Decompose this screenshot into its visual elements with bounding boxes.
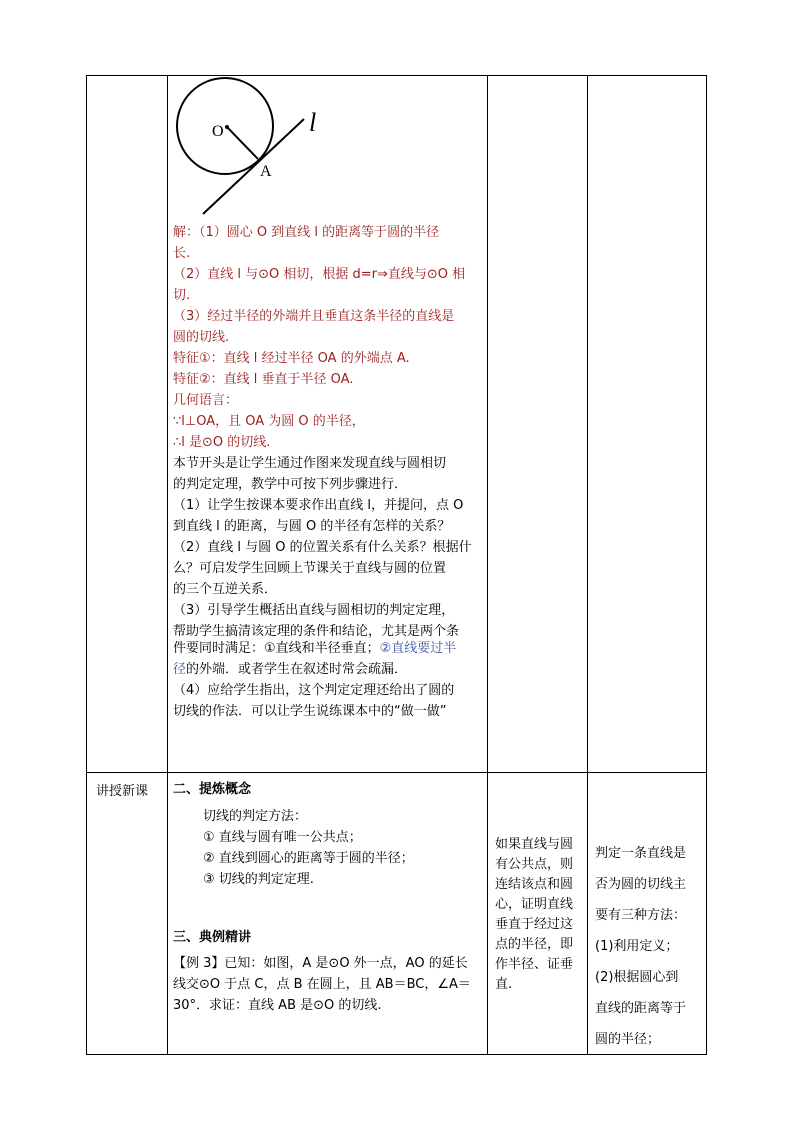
solution-line: ∴l 是⊙O 的切线. bbox=[173, 435, 271, 450]
solution-line: ∵l⊥OA，且 OA 为圆 O 的半径， bbox=[173, 414, 365, 429]
method-item: ① 直线与圆有唯一公共点； bbox=[203, 830, 362, 845]
summary-line: 要有三种方法： bbox=[595, 908, 687, 923]
note-line: 垂直于经过这 bbox=[495, 917, 574, 932]
solution-line: 几何语言： bbox=[173, 393, 239, 408]
note-line: 如果直线与圆 bbox=[495, 837, 574, 852]
tail-line-1: （4）应给学生指出，这个判定定理还给出了圆的 bbox=[173, 683, 455, 698]
solution-line: （2）直线 l 与⊙O 相切，根据 d=r⇒直线与⊙O 相 bbox=[173, 267, 466, 282]
solution-line: 切. bbox=[173, 288, 191, 303]
solution-line: 特征①：直线 l 经过半径 OA 的外端点 A. bbox=[173, 351, 410, 366]
section-label: 讲授新课 bbox=[96, 784, 149, 799]
method-item: ③ 切线的判定定理. bbox=[203, 872, 314, 887]
label-a: A bbox=[260, 163, 272, 180]
solution-line: 帮助学生搞清该定理的条件和结论，尤其是两个条 bbox=[173, 624, 460, 639]
method-title: 切线的判定方法： bbox=[203, 809, 308, 824]
example-line: 【例 3】已知：如图，A 是⊙O 外一点，AO 的延长 bbox=[173, 956, 468, 971]
summary-line: 直线的距离等于 bbox=[595, 1001, 687, 1016]
solution-line: （2）直线 l 与圆 O 的位置关系有什么关系？根据什 bbox=[173, 540, 472, 555]
solution-line: 解：（1）圆心 O 到直线 l 的距离等于圆的半径 bbox=[173, 225, 440, 240]
solution-line: 的判定定理，教学中可按下列步骤进行． bbox=[173, 477, 408, 492]
solution-line: 本节开头是让学生通过作图来发现直线与圆相切 bbox=[173, 456, 447, 471]
center-point bbox=[225, 125, 229, 129]
solution-line: 到直线 l 的距离，与圆 O 的半径有怎样的关系？ bbox=[173, 519, 451, 534]
solution-line: （1）让学生按课本要求作出直线 l，并提问，点 O bbox=[173, 498, 464, 513]
label-l: l bbox=[309, 108, 317, 137]
heading-example: 三、典例精讲 bbox=[173, 930, 252, 945]
note-line: 直. bbox=[495, 977, 513, 992]
solution-line: 圆的切线. bbox=[173, 330, 230, 345]
solution-line: 么？可启发学生回顾上节课关于直线与圆的位置 bbox=[173, 561, 447, 576]
heading-concept: 二、提炼概念 bbox=[173, 782, 252, 797]
circle-o bbox=[177, 78, 273, 174]
note-line: 作半径、证垂 bbox=[495, 957, 574, 972]
mixed-line-1: 件要同时满足：①直线和半径垂直；②直线要过半 bbox=[173, 641, 457, 656]
tail-line-2: 切线的作法．可以让学生说练课本中的“做一做” bbox=[173, 704, 447, 719]
note-line: 心，证明直线 bbox=[495, 897, 574, 912]
note-line: 点的半径，即 bbox=[495, 937, 574, 952]
tangent-diagram bbox=[168, 76, 368, 221]
summary-line: 圆的半径； bbox=[595, 1032, 661, 1047]
summary-line: (2)根据圆心到 bbox=[595, 970, 679, 985]
label-o: O bbox=[212, 123, 224, 140]
summary-line: 判定一条直线是 bbox=[595, 846, 687, 861]
summary-line: (1)利用定义； bbox=[595, 939, 679, 954]
solution-line: 特征②：直线 l 垂直于半径 OA. bbox=[173, 372, 354, 387]
summary-line: 否为圆的切线主 bbox=[595, 877, 687, 892]
solution-line: 长. bbox=[173, 246, 191, 261]
example-line: 线交⊙O 于点 C，点 B 在圆上，且 AB＝BC，∠A＝ bbox=[173, 977, 471, 992]
note-line: 有公共点，则 bbox=[495, 857, 574, 872]
note-line: 连结该点和圆 bbox=[495, 877, 574, 892]
method-item: ② 直线到圆心的距离等于圆的半径； bbox=[203, 851, 414, 866]
solution-line: （3）引导学生概括出直线与圆相切的判定定理， bbox=[173, 603, 455, 618]
solution-line: 的三个互逆关系． bbox=[173, 582, 278, 597]
solution-line: （3）经过半径的外端并且垂直这条半径的直线是 bbox=[173, 309, 455, 324]
radius-oa bbox=[226, 126, 258, 159]
example-line: 30°．求证：直线 AB 是⊙O 的切线. bbox=[173, 998, 382, 1013]
mixed-line-2: 径的外端．或者学生在叙述时常会疏漏． bbox=[173, 662, 408, 677]
